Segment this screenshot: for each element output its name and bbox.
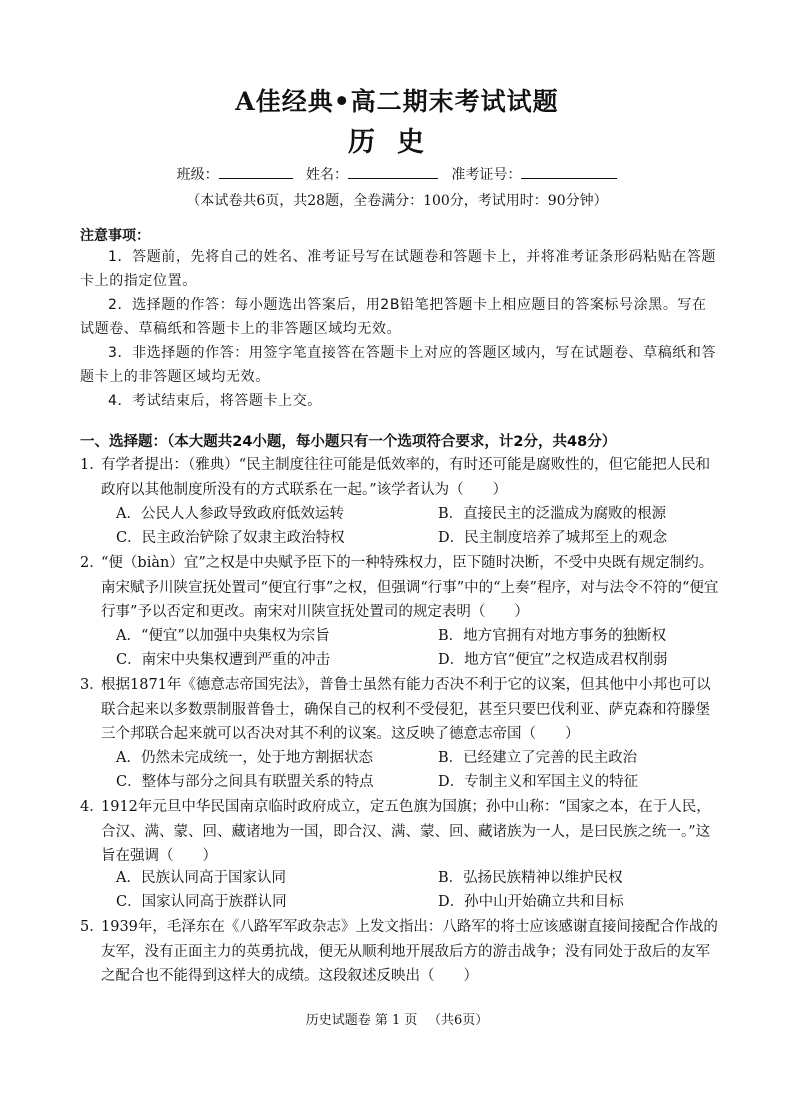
notice-item: 2．选择题的作答：每小题选出答案后，用2B铅笔把答题卡上相应题目的答案标号涂黑。写在试题卷、草稿纸和答题卡上的非答题区域均无效。	[80, 297, 707, 337]
notice-item: 4．考试结束后，将答题卡上交。	[108, 393, 322, 409]
option-a: A．民族认同高于国家认同	[116, 870, 286, 886]
option-d: D．孙中山开始确立共和目标	[438, 894, 624, 910]
name-label: 姓名：	[306, 167, 348, 183]
question-number: 5．	[80, 919, 104, 935]
option-c: C．国家认同高于族群认同	[116, 894, 287, 910]
page-footer: 历史试题卷 第 1 页 （共6页）	[305, 1013, 489, 1028]
option-d: D．地方官“便宜”之权造成君权削弱	[438, 652, 668, 668]
question-4	[80, 795, 720, 869]
question-3	[80, 673, 720, 747]
question-stem: 1912年元旦中华民国南京临时政府成立，定五色旗为国旗；孙中山称：“国家之本，在于人民，合汉、满、蒙、回、藏诸地为一国，即合汉、满、蒙、回、藏诸族为一人，是曰民族之统一。”这旨在强调（ ）	[101, 799, 711, 864]
question-stem: 根据1871年《德意志帝国宪法》，普鲁士虽然有能力否决不利于它的议案，但其他中小邦也可以联合起来以多数票制服普鲁士，确保自己的权利不受侵犯，甚至只要巴伐利亚、萨克森和符滕堡三个邦联合起来就可以否决对其不利的议案。这反映了德意志帝国（ ）	[101, 677, 711, 742]
question-1	[80, 453, 720, 502]
exam-number-blank	[521, 164, 617, 179]
question-2	[80, 551, 720, 625]
option-c: C．南宋中央集权遭到严重的冲击	[116, 652, 331, 668]
option-d: D．专制主义和军国主义的特征	[438, 774, 639, 790]
option-a: A．“便宜”以加强中央集权为宗旨	[116, 628, 330, 644]
question-number: 3．	[80, 677, 104, 693]
section-heading: 一、选择题：（本大题共24小题，每小题只有一个选项符合要求，计2分，共48分）	[80, 434, 617, 450]
exam-number-label: 准考证号：	[451, 167, 522, 183]
class-blank	[219, 164, 293, 179]
student-info-fields	[0, 164, 794, 184]
question-5	[80, 915, 720, 989]
class-label: 班级：	[176, 167, 219, 183]
option-b: B．已经建立了完善的民主政治	[438, 750, 638, 766]
option-b: B．直接民主的泛滥成为腐败的根源	[438, 506, 667, 522]
exam-info: （本试卷共6页，共28题，全卷满分：100分，考试用时：90分钟）	[186, 193, 608, 209]
question-stem: “便（biàn）宜”之权是中央赋予臣下的一种特殊权力，臣下随时决断，不受中央既有规定制约。南宋赋予川陕宣抚处置司“便宜行事”之权，但强调“行事”中的“上奏”程序，对与法令不符的“便宜行事”予以否定和更改。南宋对川陕宣抚处置司的规定表明（ ）	[101, 555, 719, 620]
notice-item: 1．答题前，先将自己的姓名、准考证号写在试题卷和答题卡上，并将准考证条形码粘贴在答题卡上的指定位置。	[80, 249, 717, 289]
question-number: 4．	[80, 799, 104, 815]
option-c: C．民主政治铲除了奴隶主政治特权	[116, 530, 345, 546]
option-d: D．民主制度培养了城邦至上的观念	[438, 530, 668, 546]
question-stem: 有学者提出：（雅典）“民主制度往往可能是低效率的，有时还可能是腐败性的，但它能把人民和政府以其他制度所没有的方式联系在一起。”该学者认为（ ）	[101, 457, 711, 498]
subject-title: 历史	[348, 127, 446, 158]
exam-title: A佳经典•高二期末考试试题	[235, 87, 559, 116]
notice-heading: 注意事项：	[80, 228, 150, 244]
option-b: B．弘扬民族精神以维护民权	[438, 870, 623, 886]
question-number: 2．	[80, 555, 104, 571]
notice-item: 3．非选择题的作答：用签字笔直接答在答题卡上对应的答题区域内，写在试题卷、草稿纸和答题卡上的非答题区域均无效。	[80, 345, 717, 385]
name-blank	[348, 164, 438, 179]
question-number: 1．	[80, 457, 104, 473]
option-c: C．整体与部分之间具有联盟关系的特点	[116, 774, 374, 790]
question-stem: 1939年，毛泽东在《八路军军政杂志》上发文指出：八路军的将士应该感谢直接间接配合作战的友军，没有正面主力的英勇抗战，便无从顺利地开展敌后方的游击战争；没有同处于敌后的友军之配合也不能得到这样大的成绩。这段叙述反映出（ ）	[101, 919, 718, 984]
option-a: A．仍然未完成统一，处于地方割据状态	[116, 750, 373, 766]
option-b: B．地方官拥有对地方事务的独断权	[438, 628, 667, 644]
option-a: A．公民人人参政导致政府低效运转	[116, 506, 344, 522]
